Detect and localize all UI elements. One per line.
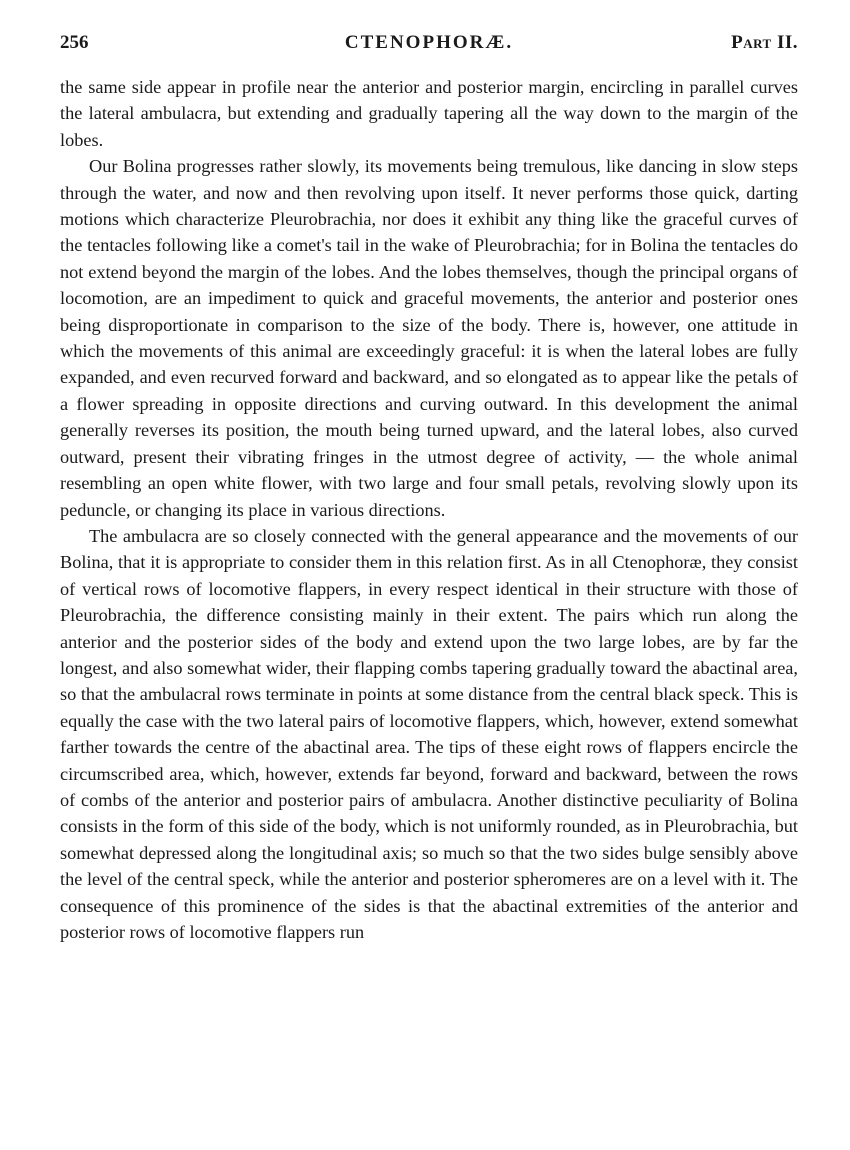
paragraph-continued: the same side appear in profile near the anterior and posterior margin, encircling in parallel curves the lateral ambulacra, but extending and gradually tapering all the way down to the margin of the lobes.: [60, 77, 798, 150]
paragraph-ambulacra: The ambulacra are so closely connected with the general appearance and the movements of our Bolina, that it is appropriate to consider them in this relation first. As in all Ctenophoræ, they consist of vertical rows of locomotive flappers, in every respect identical in their structure with those of Pleurobrachia, the difference consisting mainly in their extent. The pairs which run along the anterior and the posterior sides of the body and extend upon the two large lobes, are by far the longest, and also somewhat wider, their flapping combs tapering gradually toward the abactinal area, so that the ambulacral rows terminate in points at some distance from the central black speck. This is equally the case with the two lateral pairs of locomotive flappers, which, however, extend somewhat farther towards the centre of the abactinal area. The tips of these eight rows of flappers encircle the circumscribed area, which, however, extends far beyond, forward and backward, between the rows of combs of the anterior and posterior pairs of ambulacra. Another distinctive peculiarity of Bolina consists in the form of this side of the body, which is not uniformly rounded, as in Pleurobrachia, but somewhat depressed along the longitudinal axis; so much so that the two sides bulge sensibly above the level of the central speck, while the anterior and posterior spheromeres are on a level with it. The consequence of this prominence of the sides is that the abactinal extremities of the anterior and posterior rows of locomotive flappers run: [60, 525, 798, 942]
page-header: [60, 30, 798, 60]
page-number: 256: [60, 32, 89, 53]
book-page: [60, 30, 798, 945]
body-text: [60, 74, 798, 945]
paragraph-bolina-movement: Our Bolina progresses rather slowly, its movements being tremulous, like dancing in slow steps through the water, and now and then revolving upon itself. It never performs those quick, darting motions which characterize Pleurobrachia, nor does it exhibit any thing like the graceful curves of the tentacles following like a comet's tail in the wake of Pleurobrachia; for in Bolina the tentacles do not extend beyond the margin of the lobes. And the lobes themselves, though the principal organs of locomotion, are an impediment to quick and graceful movements, the anterior and posterior ones being disproportionate in comparison to the size of the body. There is, however, one attitude in which the movements of this animal are exceedingly graceful: it is when the lateral lobes are fully expanded, and even recurved forward and backward, and so elongated as to appear like the petals of a flower spreading in opposite directions and curving outward. In this development the animal generally reverses its position, the mouth being turned upward, and the lateral lobes, also curved outward, present their vibrating fringes in the utmost degree of activity, — the whole animal resembling an open white flower, with two large and four small petals, revolving slowly upon its peduncle, or changing its place in various directions.: [60, 156, 798, 520]
part-label: Part II.: [731, 32, 798, 53]
running-title: CTENOPHORÆ.: [344, 32, 514, 53]
